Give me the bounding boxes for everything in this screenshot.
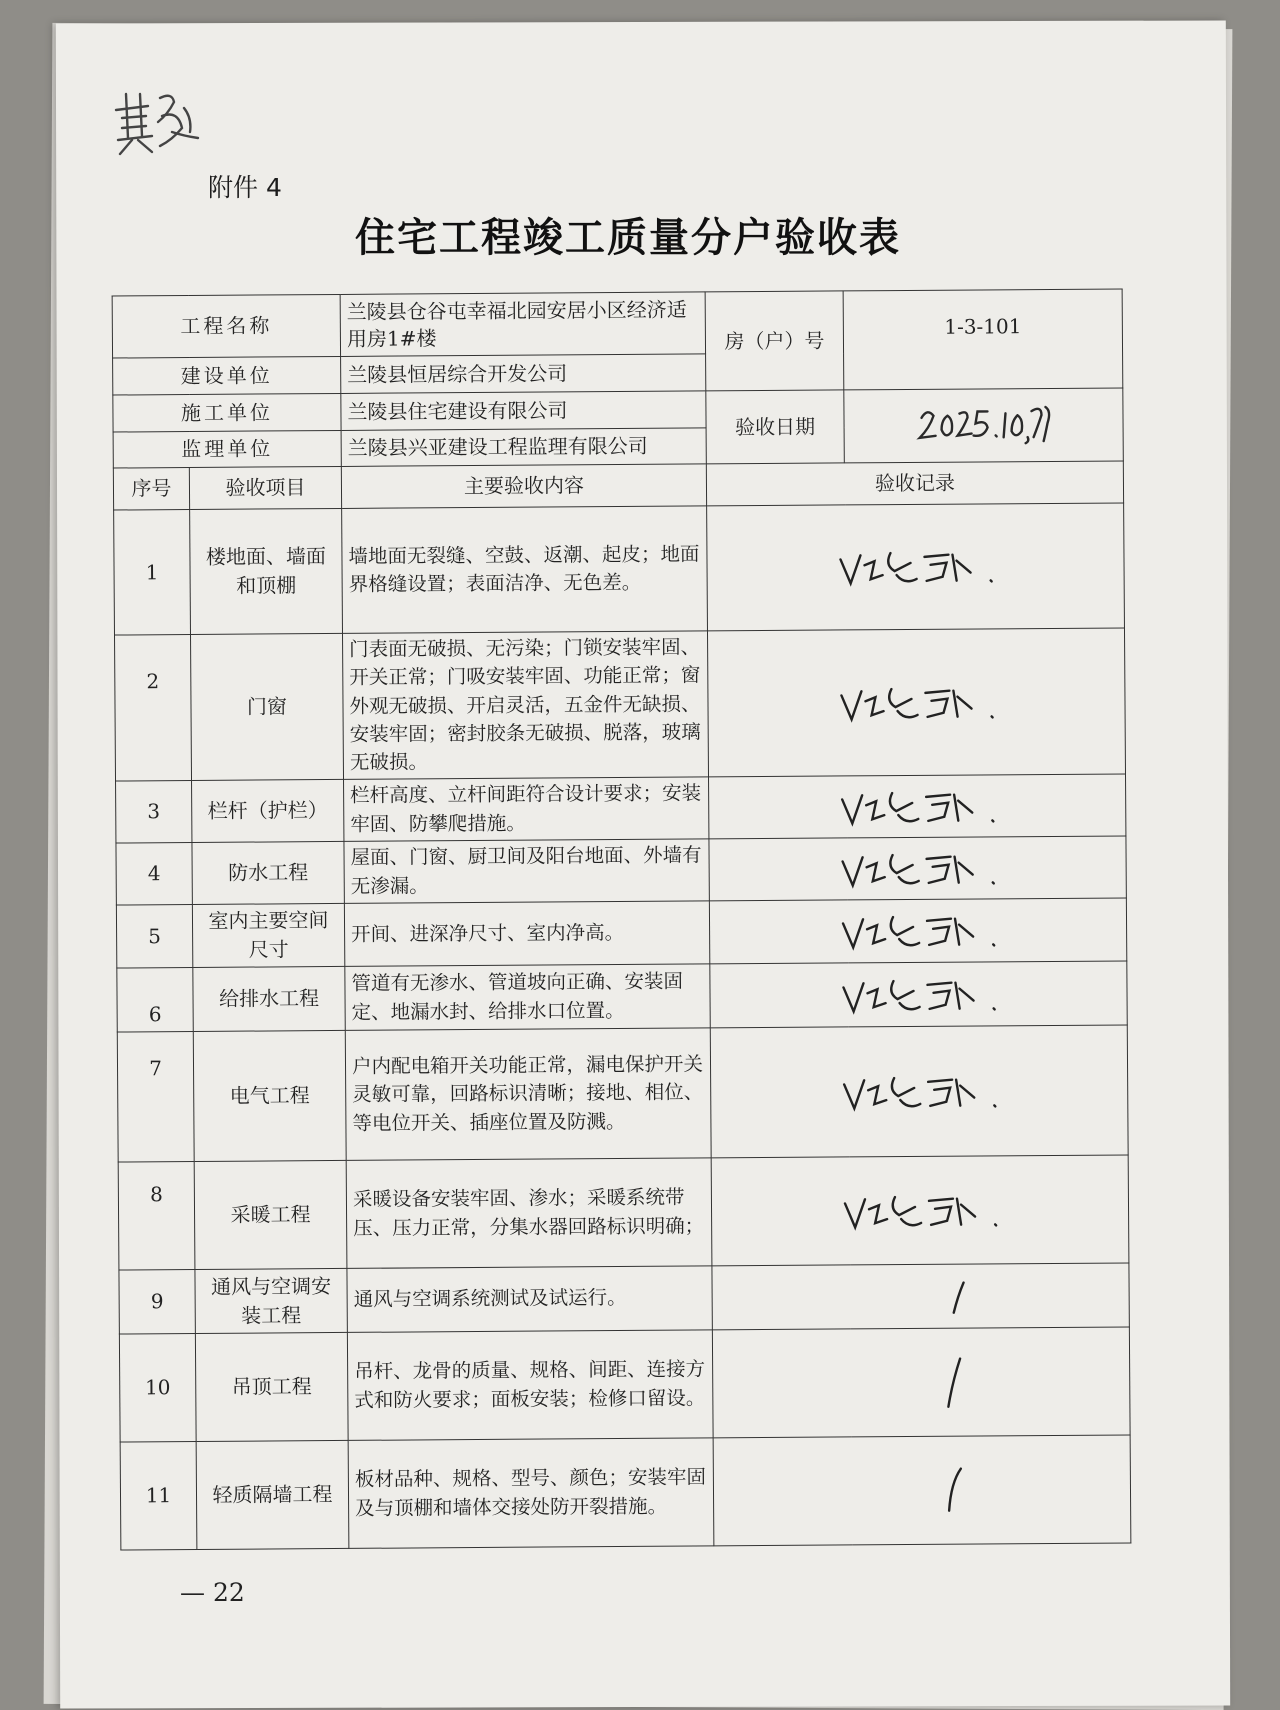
row-3-content: 栏杆高度、立杆间距符合设计要求；安装牢固、防攀爬措施。 bbox=[344, 777, 709, 841]
row-4-record-signature bbox=[709, 836, 1126, 901]
row-4-item: 防水工程 bbox=[192, 841, 344, 904]
row-5-content: 开间、进深净尺寸、室内净高。 bbox=[344, 901, 709, 967]
row-11-record-slash bbox=[713, 1435, 1131, 1546]
column-header-record: 验收记录 bbox=[706, 461, 1123, 506]
row-4-no: 4 bbox=[116, 842, 192, 905]
row-7-content: 户内配电箱开关功能正常，漏电保护开关灵敏可靠，回路标识清晰；接地、相位、等电位开关、插座位置及防溅。 bbox=[345, 1028, 711, 1161]
row-7-no: 7 bbox=[117, 1031, 194, 1162]
row-11-item: 轻质隔墙工程 bbox=[196, 1440, 349, 1549]
column-header-item: 验收项目 bbox=[189, 466, 341, 509]
row-10-item: 吊顶工程 bbox=[195, 1332, 348, 1441]
row-6-item: 给排水工程 bbox=[193, 966, 345, 1031]
row-3-no: 3 bbox=[116, 781, 192, 843]
row-1-item: 楼地面、墙面和顶棚 bbox=[190, 508, 343, 634]
row-8-item: 采暖工程 bbox=[194, 1160, 347, 1269]
row-2-content: 门表面无破损、无污染；门锁安装牢固、开关正常；门吸安装牢固、功能正常；窗外观无破损、开启灵活，五金件无缺损、 安装牢固；密封胶条无破损、脱落，玻璃无破损。 bbox=[342, 631, 708, 780]
contractor-value: 兰陵县住宅建设有限公司 bbox=[341, 391, 706, 431]
project-name-value: 兰陵县仓谷屯幸福北园安居小区经济适用房1#楼 bbox=[340, 292, 705, 357]
supervisor-label: 监理单位 bbox=[113, 430, 341, 468]
page-number: — 22 bbox=[180, 1578, 245, 1607]
room-number-label: 房（户）号 bbox=[705, 291, 844, 391]
row-1-record-signature bbox=[707, 503, 1125, 631]
supervisor-value: 兰陵县兴亚建设工程监理有限公司 bbox=[341, 428, 706, 467]
builder-label: 建设单位 bbox=[113, 356, 341, 395]
contractor-label: 施工单位 bbox=[113, 393, 341, 432]
column-header-no: 序号 bbox=[113, 468, 189, 511]
row-8-content: 采暖设备安装牢固、渗水；采暖系统带压、压力正常，分集水器回路标识明确； bbox=[346, 1158, 712, 1269]
row-8-no: 8 bbox=[118, 1161, 195, 1270]
acceptance-form-table bbox=[112, 288, 1132, 1550]
row-7-item: 电气工程 bbox=[193, 1030, 346, 1161]
row-1-content: 墙地面无裂缝、空鼓、返潮、起皮；地面界格缝设置；表面洁净、无色差。 bbox=[342, 506, 708, 634]
row-11-no: 11 bbox=[120, 1441, 197, 1550]
row-9-item: 通风与空调安装工程 bbox=[195, 1268, 347, 1333]
row-8-record-signature bbox=[711, 1155, 1129, 1266]
row-5-item: 室内主要空间尺寸 bbox=[192, 903, 344, 967]
row-3-item: 栏杆（护栏） bbox=[192, 780, 344, 843]
row-3-record-signature bbox=[709, 774, 1126, 838]
row-2-item: 门窗 bbox=[191, 634, 344, 781]
row-9-no: 9 bbox=[119, 1269, 195, 1334]
document-title: 住宅工程竣工质量分户验收表 bbox=[355, 215, 901, 261]
room-number-value: 1-3-101 bbox=[843, 289, 1123, 390]
row-6-no: 6 bbox=[117, 967, 193, 1032]
row-6-content: 管道有无渗水、管道坡向正确、安装固定、地漏水封、给排水口位置。 bbox=[345, 964, 710, 1031]
row-7-record-signature bbox=[710, 1025, 1128, 1158]
row-10-content: 吊杆、龙骨的质量、规格、间距、连接方式和防火要求；面板安装；检修口留设。 bbox=[347, 1330, 713, 1441]
row-5-record-signature bbox=[709, 898, 1126, 964]
handwritten-name-signature bbox=[112, 88, 207, 162]
row-9-content: 通风与空调系统测试及试运行。 bbox=[347, 1266, 712, 1333]
row-4-content: 屋面、门窗、厨卫间及阳台地面、外墙有无渗漏。 bbox=[344, 839, 709, 904]
row-10-record-slash bbox=[712, 1327, 1130, 1438]
inspection-date-handwritten bbox=[844, 388, 1124, 463]
row-11-content: 板材品种、规格、型号、颜色；安装牢固及与顶棚和墙体交接处防开裂措施。 bbox=[348, 1438, 714, 1549]
row-5-no: 5 bbox=[116, 904, 192, 968]
row-9-record-slash bbox=[712, 1263, 1129, 1330]
row-10-no: 10 bbox=[119, 1333, 196, 1442]
builder-value: 兰陵县恒居综合开发公司 bbox=[341, 354, 706, 394]
column-header-content: 主要验收内容 bbox=[341, 464, 706, 509]
annex-label: 附件 4 bbox=[208, 173, 282, 202]
project-name-label: 工程名称 bbox=[112, 294, 340, 358]
row-2-record-signature bbox=[707, 628, 1125, 777]
row-1-no: 1 bbox=[114, 510, 191, 636]
inspection-date-label: 验收日期 bbox=[706, 390, 845, 464]
row-2-no: 2 bbox=[115, 635, 192, 782]
row-6-record-signature bbox=[710, 961, 1127, 1028]
